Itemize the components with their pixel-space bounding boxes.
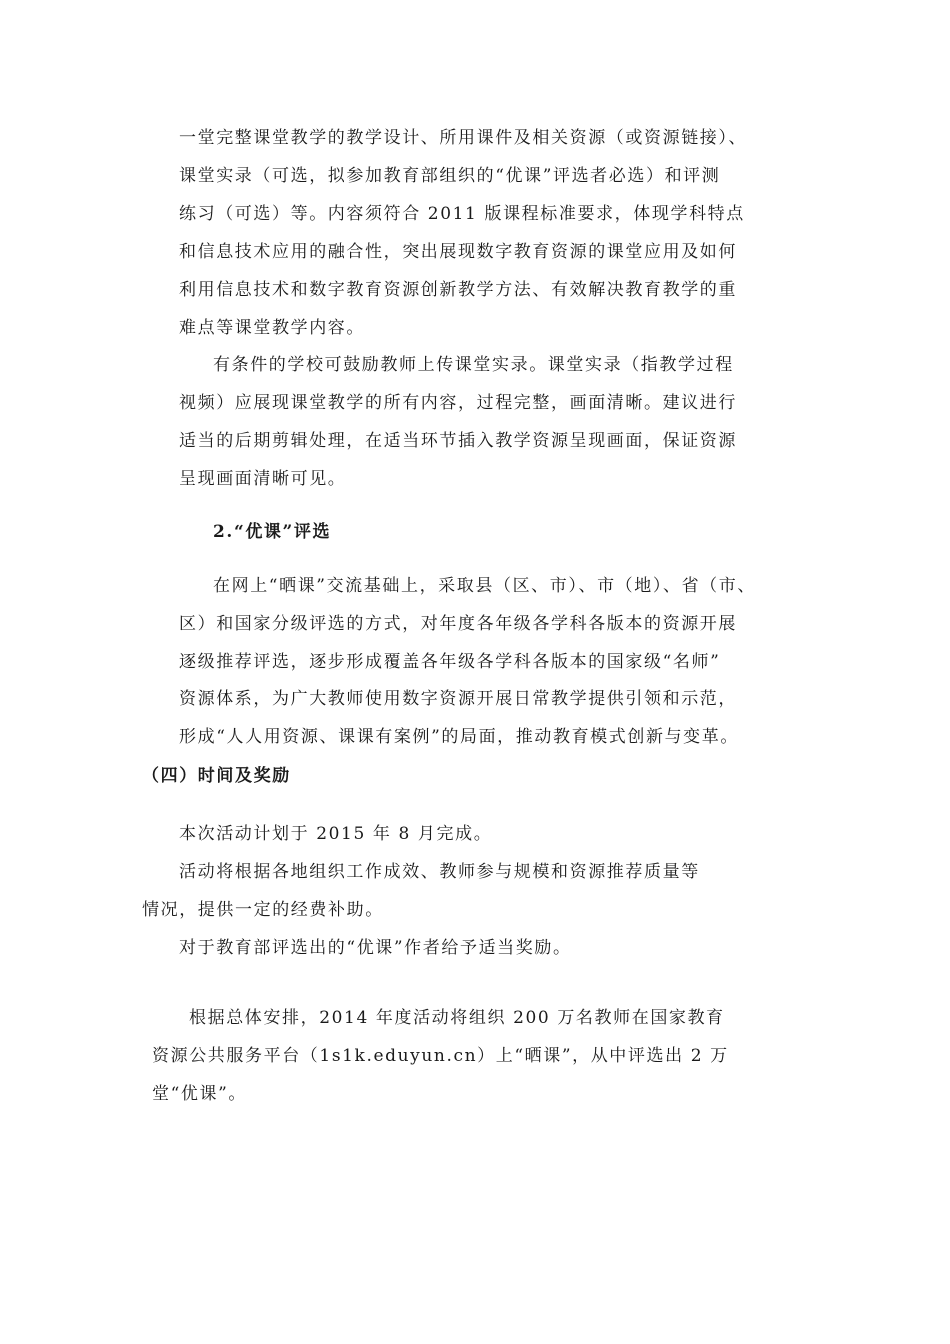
text-line: 活动将根据各地组织工作成效、教师参与规模和资源推荐质量等 — [179, 862, 700, 882]
text-line: 课堂实录（可选，拟参加教育部组织的“优课”评选者必选）和评测 — [179, 166, 721, 186]
text-line: 视频）应展现课堂教学的所有内容，过程完整，画面清晰。建议进行 — [179, 393, 737, 413]
section-heading: （四）时间及奖励 — [142, 766, 291, 786]
text-line: 资源公共服务平台（1s1k.eduyun.cn）上“晒课”，从中评选出 2 万 — [152, 1046, 729, 1066]
section-heading: 2.“优课”评选 — [213, 522, 332, 542]
text-line: 情况，提供一定的经费补助。 — [142, 900, 384, 920]
text-line: 本次活动计划于 2015 年 8 月完成。 — [179, 824, 493, 844]
text-line: 区）和国家分级评选的方式，对年度各年级各学科各版本的资源开展 — [179, 614, 737, 634]
text-line: 在网上“晒课”交流基础上，采取县（区、市）、市（地）、省（市、 — [213, 576, 756, 596]
text-line: 根据总体安排，2014 年度活动将组织 200 万名教师在国家教育 — [189, 1008, 725, 1028]
text-line: 堂“优课”。 — [152, 1084, 247, 1104]
text-line: 适当的后期剪辑处理，在适当环节插入教学资源呈现画面，保证资源 — [179, 431, 737, 451]
text-line: 练习（可选）等。内容须符合 2011 版课程标准要求，体现学科特点 — [179, 204, 745, 224]
text-line: 有条件的学校可鼓励教师上传课堂实录。课堂实录（指教学过程 — [213, 355, 734, 375]
text-line: 对于教育部评选出的“优课”作者给予适当奖励。 — [179, 938, 572, 958]
text-line: 和信息技术应用的融合性，突出展现数字教育资源的课堂应用及如何 — [179, 242, 737, 262]
text-line: 资源体系，为广大教师使用数字资源开展日常教学提供引领和示范， — [179, 689, 737, 709]
text-line: 逐级推荐评选，逐步形成覆盖各年级各学科各版本的国家级“名师” — [179, 652, 721, 672]
text-line: 一堂完整课堂教学的教学设计、所用课件及相关资源（或资源链接）、 — [179, 128, 748, 148]
text-line: 形成“人人用资源、课课有案例”的局面，推动教育模式创新与变革。 — [179, 727, 739, 747]
text-line: 呈现画面清晰可见。 — [179, 469, 347, 489]
text-line: 利用信息技术和数字教育资源创新教学方法、有效解决教育教学的重 — [179, 280, 737, 300]
text-line: 难点等课堂教学内容。 — [179, 318, 365, 338]
